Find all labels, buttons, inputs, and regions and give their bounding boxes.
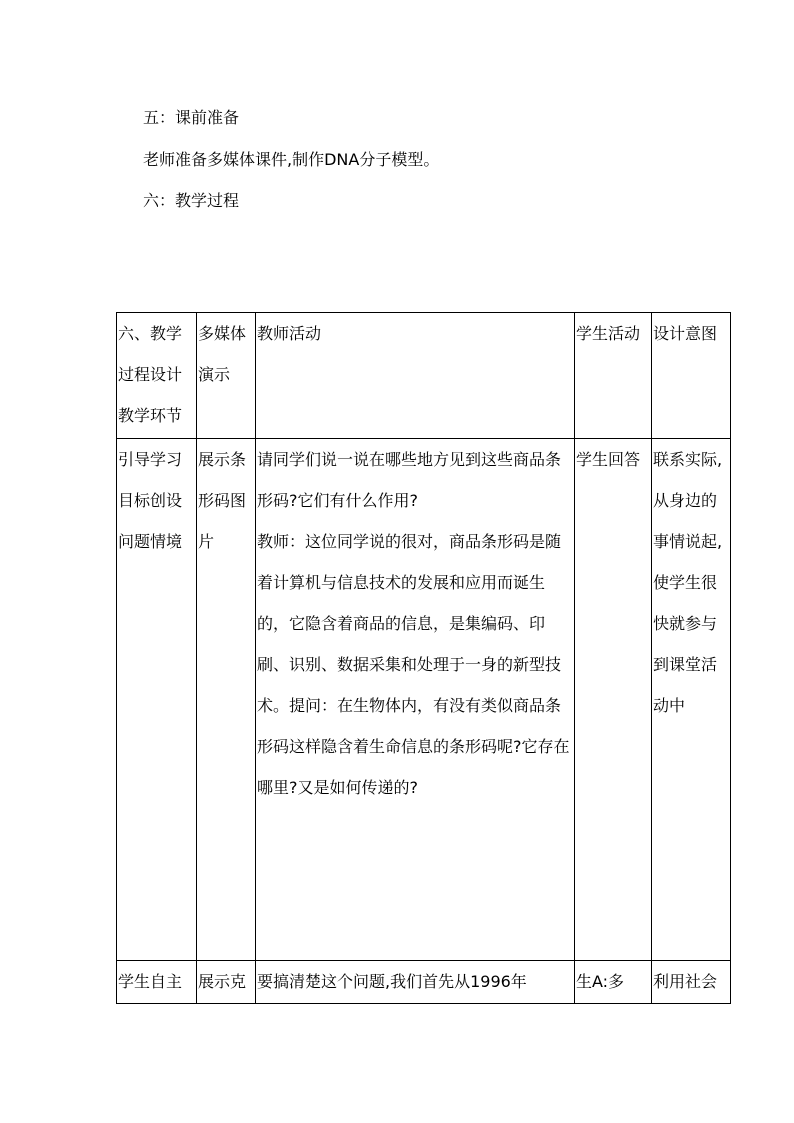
row2-media: 展示克 [197, 961, 256, 1004]
table-row [117, 961, 731, 1004]
process-heading: 六：教学过程 [143, 191, 240, 210]
row1-design-intent: 联系实际,从身边的事情说起,使学生很快就参与到课堂活动中 [652, 439, 731, 961]
row2-teacher-activity: 要搞清楚这个问题,我们首先从1996年 [256, 961, 575, 1004]
row1-media: 展示条形码图片 [197, 439, 256, 961]
header-design-intent: 设计意图 [652, 313, 731, 439]
prep-heading: 五：课前准备 [143, 108, 240, 127]
prep-text: 老师准备多媒体课件,制作DNA分子模型。 [143, 150, 440, 169]
table-header-row [117, 313, 731, 439]
row1-teacher-activity [256, 439, 575, 961]
teaching-process-table [116, 312, 731, 1004]
header-student-activity: 学生活动 [575, 313, 652, 439]
row1-stage: 引导学习目标创设问题情境 [117, 439, 197, 961]
header-teacher-activity: 教师活动 [256, 313, 575, 439]
row2-student-activity: 生A:多 [575, 961, 652, 1004]
row1-student-activity: 学生回答 [575, 439, 652, 961]
row1-teacher-explain: 教师：这位同学说的很对，商品条形码是随着计算机与信息技术的发展和应用而诞生的，它隐含着商品的信息，是集编码、印刷、识别、数据采集和处理于一身的新型技术。提问：在生物体内，有没有类似商品条形码这样隐含着生命信息的条形码呢?它存在哪里?又是如何传递的? [257, 532, 570, 797]
row1-teacher-question: 请同学们说一说在哪些地方见到这些商品条形码?它们有什么作用? [257, 450, 562, 510]
row2-stage: 学生自主 [117, 961, 197, 1004]
table-row [117, 439, 731, 961]
header-media: 多媒体演示 [197, 313, 256, 439]
row2-design-intent: 利用社会 [652, 961, 731, 1004]
header-stage: 六、教学过程设计教学环节 [117, 313, 197, 439]
